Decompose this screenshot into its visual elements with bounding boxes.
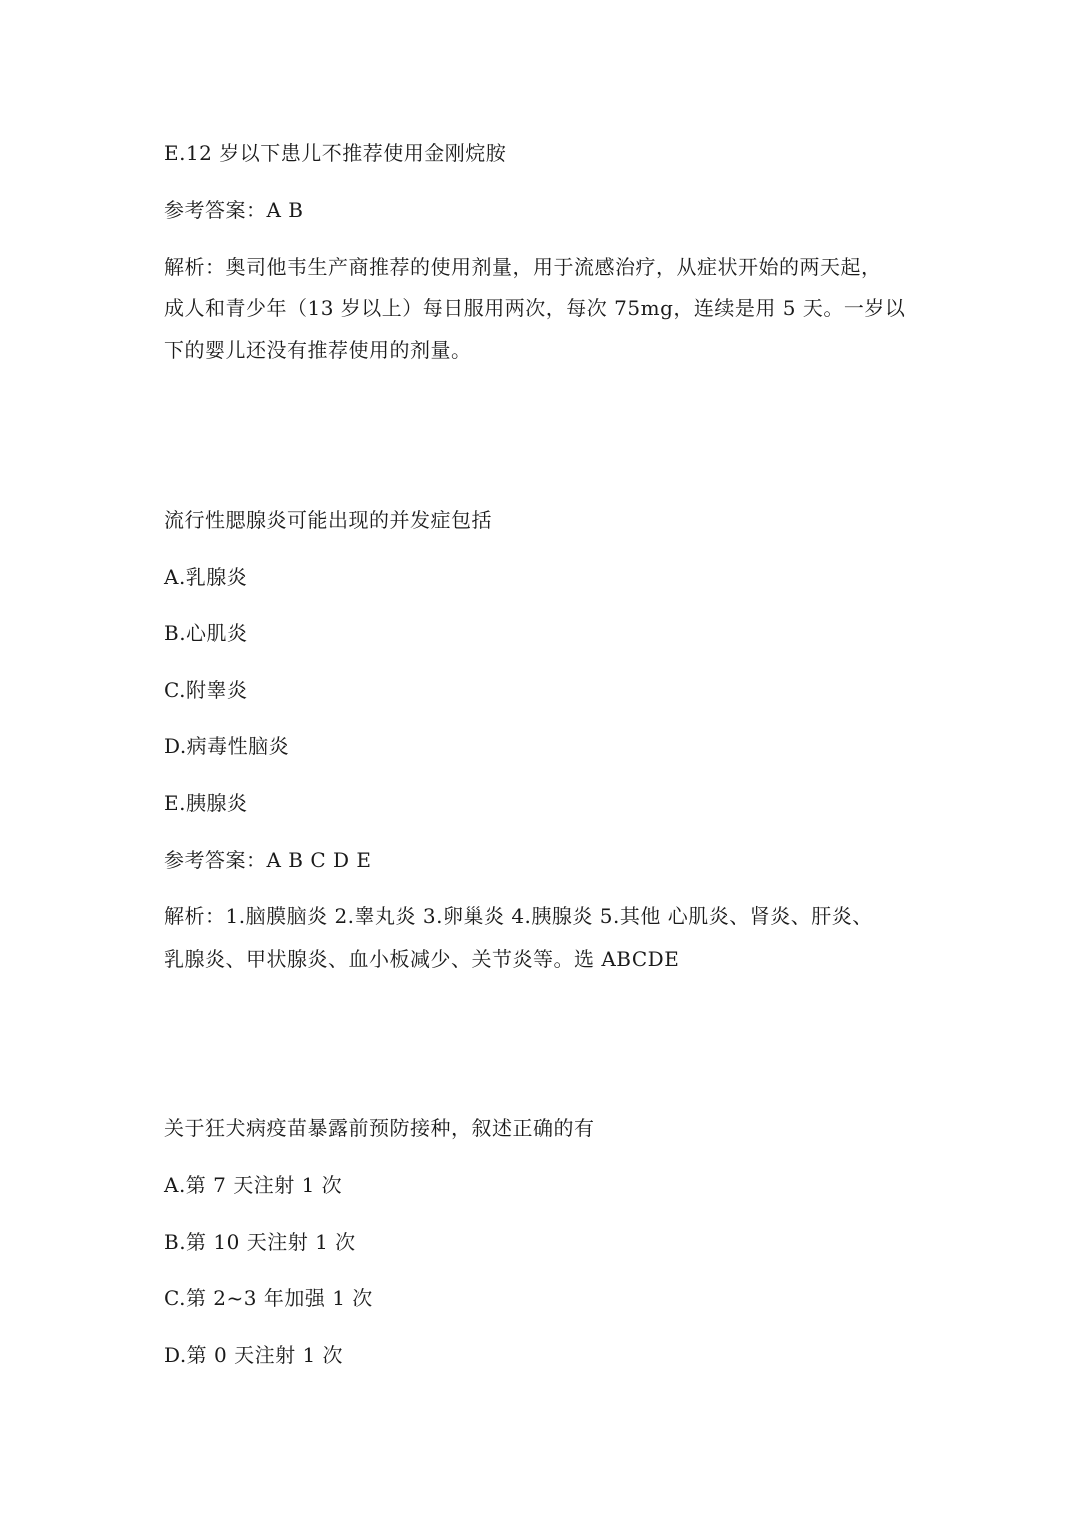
q2-analysis-line-2: 乳腺炎、甲状腺炎、血小板减少、关节炎等。选 ABCDE [164,947,680,971]
q2-option-c: C.附睾炎 [164,678,248,702]
q3-option-d: D.第 0 天注射 1 次 [164,1343,344,1367]
q1-analysis-line-3: 下的婴儿还没有推荐使用的剂量。 [164,338,472,362]
q2-option-d: D.病毒性脑炎 [164,734,290,758]
q2-question: 流行性腮腺炎可能出现的并发症包括 [164,508,492,532]
q1-analysis-line-1: 解析：奥司他韦生产商推荐的使用剂量，用于流感治疗，从症状开始的两天起， [164,255,882,279]
q2-option-b: B.心肌炎 [164,621,248,645]
q2-answer: 参考答案：A B C D E [164,848,372,872]
q2-analysis-line-1: 解析：1.脑膜脑炎 2.睾丸炎 3.卵巢炎 4.胰腺炎 5.其他 心肌炎、肾炎、肝炎、 [164,904,873,928]
q3-option-c: C.第 2~3 年加强 1 次 [164,1286,373,1310]
q1-analysis-line-2: 成人和青少年（13 岁以上）每日服用两次，每次 75mg，连续是用 5 天。一岁以 [164,296,906,320]
q3-question: 关于狂犬病疫苗暴露前预防接种，叙述正确的有 [164,1116,595,1140]
q2-option-e: E.胰腺炎 [164,791,248,815]
q1-answer: 参考答案：A B [164,198,304,222]
q2-option-a: A.乳腺炎 [164,565,248,589]
q1-option-e: E.12 岁以下患儿不推荐使用金刚烷胺 [164,141,507,165]
q3-option-a: A.第 7 天注射 1 次 [164,1173,343,1197]
q3-option-b: B.第 10 天注射 1 次 [164,1230,356,1254]
